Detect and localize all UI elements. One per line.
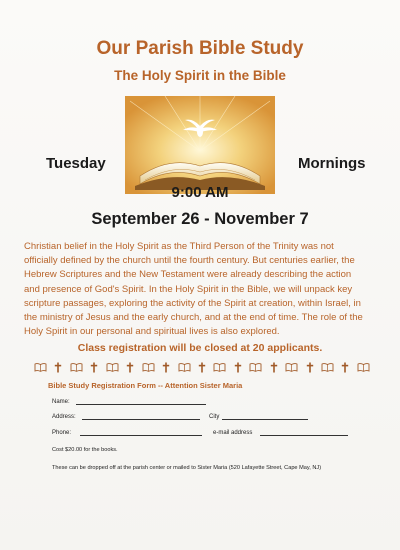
cross-icon <box>90 362 98 377</box>
description-paragraph <box>24 240 380 339</box>
description-line: officially defined by the church until the fourth century. But centuries earlier, the <box>24 255 355 267</box>
book-icon <box>34 362 47 376</box>
form-heading: Bible Study Registration Form -- Attention Sister Maria <box>48 381 243 390</box>
cross-icon <box>234 362 242 377</box>
book-icon <box>70 362 83 376</box>
cross-icon <box>162 362 170 377</box>
cross-icon <box>306 362 314 377</box>
address-field[interactable] <box>82 419 200 420</box>
description-line: and presence of God's Spirit. In the Holy Spirit in the Bible, we will unpack key <box>24 283 353 295</box>
city-label: City <box>209 414 220 420</box>
book-icon <box>106 362 119 376</box>
email-field[interactable] <box>260 435 348 436</box>
page-subtitle: The Holy Spirit in the Bible <box>114 68 286 83</box>
cross-icon <box>54 362 62 377</box>
name-label: Name: <box>52 399 70 405</box>
description-line: the ministry of Jesus and the early church, and at the end of time. The role of the <box>24 312 363 324</box>
book-icon <box>249 362 262 376</box>
name-field[interactable] <box>76 404 206 405</box>
book-icon <box>357 362 370 376</box>
date-range: September 26 - November 7 <box>91 210 309 228</box>
description-line: scripture passages, exploring the activity of the Spirit at creation, within Israel, in <box>24 297 361 309</box>
address-label: Address: <box>52 414 76 420</box>
phone-label: Phone: <box>52 430 72 436</box>
period-label: Mornings <box>298 155 366 172</box>
book-icon <box>321 362 334 376</box>
book-cross-divider <box>34 362 370 376</box>
book-icon <box>285 362 298 376</box>
cost-note: Cost $20.00 for the books. <box>52 447 118 453</box>
city-field[interactable] <box>222 419 308 420</box>
book-icon <box>178 362 191 376</box>
description-line: Holy Spirit in our personal and spiritual lives is also explored. <box>24 326 280 338</box>
email-label: e-mail address <box>213 430 253 436</box>
time-label: 9:00 AM <box>171 184 229 201</box>
page-title: Our Parish Bible Study <box>96 38 304 59</box>
day-label: Tuesday <box>46 155 106 172</box>
registration-closing-notice: Class registration will be closed at 20 applicants. <box>77 342 323 354</box>
description-line: Hebrew Scriptures and the New Testament were already describing the action <box>24 269 352 281</box>
dropoff-note: These can be dropped off at the parish center or mailed to Sister Maria (520 Lafayette Street, Cape May, NJ) <box>52 465 322 471</box>
cross-icon <box>198 362 206 377</box>
description-line: Christian belief in the Holy Spirit as the Third Person of the Trinity was not <box>24 241 334 252</box>
dove-over-open-bible-icon <box>125 96 275 194</box>
book-icon <box>142 362 155 376</box>
cross-icon <box>341 362 349 377</box>
book-icon <box>213 362 226 376</box>
phone-field[interactable] <box>80 435 202 436</box>
cross-icon <box>126 362 134 377</box>
cross-icon <box>270 362 278 377</box>
